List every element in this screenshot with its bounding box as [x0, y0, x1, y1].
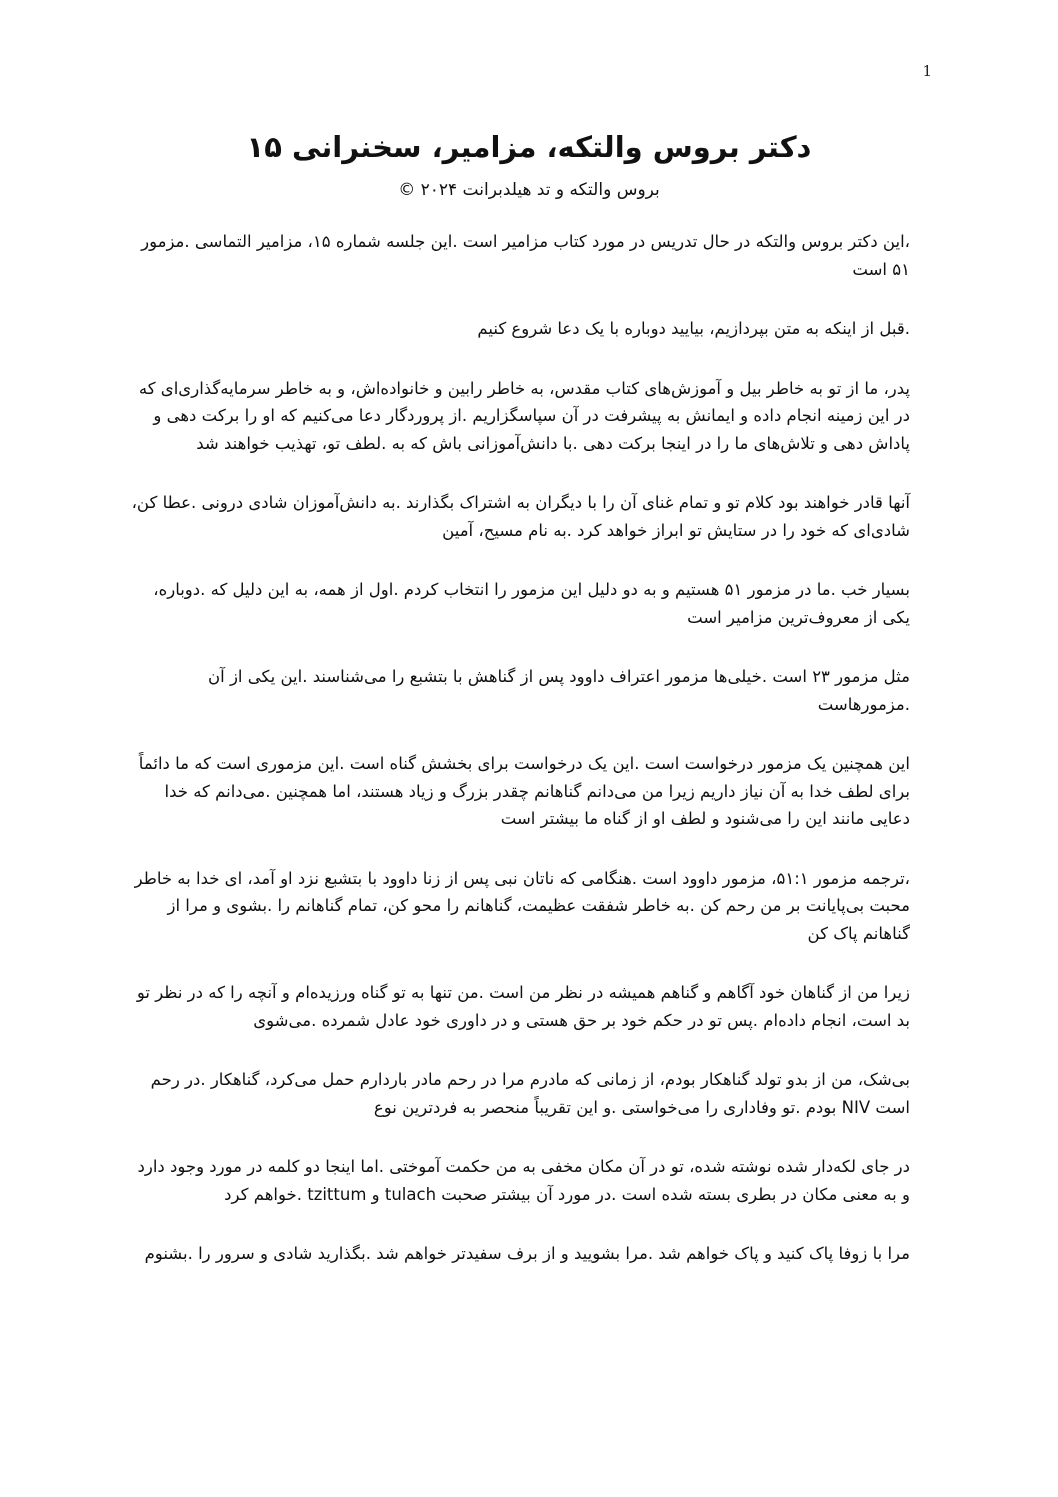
paragraph: این همچنین یک مزمور درخواست است .این یک درخواست برای بخشش گناه است .این مزموری است که ما دائماً برای لطف خدا به آن نیاز داریم زیرا من می‌دانم گناهانم چقدر بزرگ و زیاد هستند، اما همچنین .می‌دانم که خدا دعایی مانند این را می‌شنود و لطف او از گناه ما بیشتر است — [138, 754, 910, 828]
copyright-line: بروس والتکه و تد هیلدبرانت ۲۰۲۴ © — [398, 180, 660, 200]
paragraph: در جای لکه‌دار شده نوشته شده، تو در آن مکان مخفی به من حکمت آموختی .اما اینجا دو کلمه در مورد وجود دارد و به معنی مکان در بطری بسته شده است .در مورد آن بیشتر صحبت tulach و tzittum .خواهم کرد — [137, 1157, 910, 1204]
paragraph: ،ترجمه مزمور ۵۱:۱، مزمور داوود است .هنگامی که ناتان نبی پس از زنا داوود با بتشبع نزد او آمد، ای خدا به خاطر محبت بی‌پایانت بر من رحم کن .به خاطر شفقت عظیمت، گناهانم را محو کن، تمام گناهانم را .بشوی و مرا از گناهانم پاک کن — [134, 868, 910, 943]
page-title: دکتر بروس والتکه، مزامیر، سخنرانی ۱۵ — [246, 130, 812, 164]
paragraph: بی‌شک، من از بدو تولد گناهکار بودم، از زمانی که مادرم مرا در رحم مادر باردارم حمل می‌کرد، گناهکار .در رحم است NIV بودم .تو وفاداری را می‌خواستی .و این تقریباً منحصر به فردترین نوع — [150, 1070, 910, 1117]
paragraph: .قبل از اینکه به متن بپردازیم، بیایید دوباره با یک دعا شروع کنیم — [477, 319, 910, 338]
document-body — [128, 228, 910, 1300]
paragraph: زیرا من از گناهان خود آگاهم و گناهم همیشه در نظر من است .من تنها به تو گناه ورزیده‌ام و آنچه را که در نظر تو بد است، انجام داده‌ام .پس تو در حکم خود بر حق هستی و در داوری خود عادل شمرده .می‌شوی — [136, 983, 910, 1030]
paragraph: پدر، ما از تو به خاطر بیل و آموزش‌های کتاب مقدس، به خاطر رابین و خانواده‌اش، و به خاطر سرمایه‌گذاری‌ای که در این زمینه انجام داده و ایمانش به پیشرفت در آن سپاسگزاریم .از پروردگار دعا می‌کنیم که او را برکت دهی و پاداش دهی و تلاش‌های ما را در اینجا برکت دهی .با دانش‌آموزانی باش که به .لطف تو، تهذیب خواهند شد — [138, 378, 910, 453]
page-number: 1 — [922, 62, 932, 80]
paragraph: مرا با زوفا پاک کنید و پاک خواهم شد .مرا بشویید و از برف سفیدتر خواهم شد .بگذارید شادی و سرور را .بشنوم — [144, 1244, 910, 1263]
paragraph: مثل مزمور ۲۳ است .خیلی‌ها مزمور اعتراف داوود پس از گناهش با بتشبع را می‌شناسند .این یکی از آن .مزمورهاست — [208, 667, 910, 714]
paragraph: بسیار خب .ما در مزمور ۵۱ هستیم و به دو دلیل این مزمور را انتخاب کردم .اول از همه، به این دلیل که .دوباره، یکی از معروف‌ترین مزامیر است — [153, 580, 910, 627]
paragraph: آنها قادر خواهند بود کلام تو و تمام غنای آن را با دیگران به اشتراک بگذارند .به دانش‌آموزان شادی درونی .عطا کن، شادی‌ای که خود را در ستایش تو ابراز خواهد کرد .به نام مسیح، آمین — [131, 493, 910, 540]
paragraph: ،این دکتر بروس والتکه در حال تدریس در مورد کتاب مزامیر است .این جلسه شماره ۱۵، مزامیر التماسی .مزمور ۵۱ است — [141, 232, 910, 279]
